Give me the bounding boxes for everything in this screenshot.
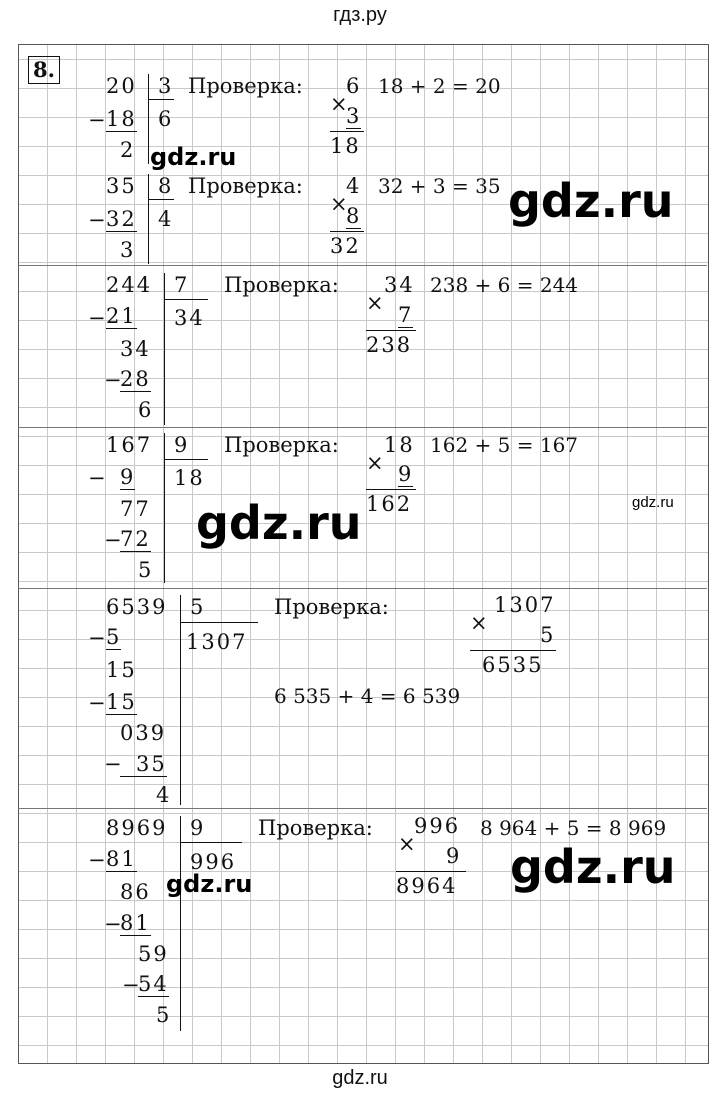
- minus-sign: −: [88, 108, 106, 132]
- times-sign: ×: [398, 832, 416, 856]
- mult-result: 6535: [482, 653, 544, 677]
- mult-line: [396, 871, 466, 872]
- divisor-line: [180, 842, 242, 843]
- check-equation: 162 + 5 = 167: [430, 433, 579, 457]
- check-label: Проверка:: [224, 433, 339, 457]
- section-divider: [18, 588, 707, 589]
- subtrahend: 15: [106, 690, 137, 714]
- minus-sign: −: [104, 528, 122, 552]
- mult-top: 18: [384, 433, 415, 457]
- times-sign: ×: [330, 92, 348, 116]
- divisor-line: [180, 622, 258, 623]
- quotient: 18: [174, 466, 205, 490]
- watermark: gdz.ru: [196, 496, 362, 550]
- mult-line: [330, 231, 364, 232]
- mult-top: 6: [346, 74, 362, 98]
- mult-top: 4: [346, 174, 362, 198]
- mult-result: 32: [330, 234, 361, 258]
- quotient: 4: [158, 207, 174, 231]
- times-sign: ×: [366, 291, 384, 315]
- times-sign: ×: [470, 611, 488, 635]
- watermark: gdz.ru: [150, 143, 237, 171]
- division-bar: [180, 595, 181, 805]
- partial-dividend: 59: [138, 942, 169, 966]
- partial-dividend: 15: [106, 658, 137, 682]
- partial-dividend: 34: [120, 337, 151, 361]
- minus-sign: −: [88, 691, 106, 715]
- minus-sign: −: [88, 466, 106, 490]
- divisor: 5: [190, 595, 206, 619]
- mult-result: 18: [330, 134, 361, 158]
- mult-line: [330, 131, 364, 132]
- partial-dividend: 77: [120, 497, 151, 521]
- dividend: 167: [106, 433, 153, 457]
- divisor-line: [148, 99, 174, 100]
- minus-sign: −: [104, 368, 122, 392]
- subtrahend: 28: [120, 367, 151, 391]
- dividend: 6539: [106, 595, 168, 619]
- check-equation: 238 + 6 = 244: [430, 273, 579, 297]
- subtrahend: 18: [106, 107, 137, 131]
- check-equation: 32 + 3 = 35: [378, 174, 501, 198]
- section-divider: [18, 265, 707, 266]
- subtrahend: 81: [120, 911, 151, 935]
- mult-line: [366, 489, 416, 490]
- divisor: 9: [174, 433, 190, 457]
- divisor: 3: [158, 74, 174, 98]
- division-bar: [164, 433, 165, 583]
- remainder: 2: [120, 138, 136, 162]
- divisor: 9: [190, 816, 206, 840]
- division-bar: [180, 816, 181, 1031]
- mult-bottom: 3: [346, 104, 362, 128]
- mult-line: [366, 330, 416, 331]
- divisor-line: [148, 199, 174, 200]
- divisor: 7: [174, 273, 190, 297]
- division-bar: [164, 273, 165, 425]
- remainder: 4: [156, 783, 172, 807]
- mult-bottom: 9: [446, 844, 462, 868]
- check-label: Проверка:: [188, 74, 303, 98]
- minus-sign: −: [122, 973, 140, 997]
- watermark: gdz.ru: [508, 174, 674, 228]
- check-equation: 8 964 + 5 = 8 969: [480, 816, 667, 840]
- watermark: gdz.ru: [510, 840, 676, 894]
- mult-line: [470, 650, 556, 651]
- subtrahend: 9: [120, 465, 136, 489]
- mult-result: 8964: [396, 874, 458, 898]
- mult-top: 34: [384, 273, 415, 297]
- subtrahend: 5: [106, 625, 122, 649]
- watermark: gdz.ru: [166, 870, 253, 898]
- divisor-line: [164, 299, 208, 300]
- subtrahend: 35: [120, 752, 167, 777]
- dividend: 8969: [106, 816, 168, 840]
- site-header: гдз.ру: [333, 4, 387, 26]
- quotient: 6: [158, 107, 174, 131]
- mult-bottom: 8: [346, 204, 362, 228]
- task-number: 8.: [28, 56, 60, 84]
- check-label: Проверка:: [258, 816, 373, 840]
- check-label: Проверка:: [274, 595, 389, 619]
- partial-dividend: 039: [120, 721, 167, 745]
- check-equation: 6 535 + 4 = 6 539: [274, 684, 461, 708]
- remainder: 6: [138, 398, 154, 422]
- mult-bottom: 9: [398, 462, 414, 486]
- subtrahend: 54: [138, 972, 169, 996]
- dividend: 244: [106, 273, 153, 297]
- subtrahend: 81: [106, 847, 137, 871]
- quotient: 1307: [186, 630, 248, 654]
- division-bar: [148, 74, 149, 164]
- minus-sign: −: [88, 626, 106, 650]
- subtrahend: 32: [106, 207, 137, 231]
- minus-sign: −: [104, 752, 122, 776]
- minus-sign: −: [88, 306, 106, 330]
- mult-result: 162: [366, 492, 413, 516]
- remainder: 3: [120, 238, 136, 262]
- minus-sign: −: [88, 848, 106, 872]
- divisor: 8: [158, 174, 174, 198]
- subtrahend: 21: [106, 304, 137, 328]
- check-label: Проверка:: [188, 174, 303, 198]
- watermark: gdz.ru: [632, 494, 674, 511]
- division-bar: [148, 174, 149, 264]
- mult-top: 1307: [494, 593, 556, 617]
- site-footer: gdz.ru: [332, 1067, 388, 1089]
- quotient: 996: [190, 850, 237, 874]
- mult-bottom: 7: [398, 303, 414, 327]
- check-label: Проверка:: [224, 273, 339, 297]
- remainder: 5: [138, 558, 154, 582]
- partial-dividend: 86: [120, 880, 151, 904]
- mult-bottom: 5: [540, 623, 556, 647]
- mult-result: 238: [366, 333, 413, 357]
- dividend: 35: [106, 174, 137, 198]
- minus-sign: −: [104, 912, 122, 936]
- section-divider: [18, 808, 707, 809]
- times-sign: ×: [330, 192, 348, 216]
- minus-sign: −: [88, 208, 106, 232]
- check-equation: 18 + 2 = 20: [378, 74, 501, 98]
- subtrahend: 72: [120, 527, 151, 551]
- mult-top: 996: [414, 814, 461, 838]
- times-sign: ×: [366, 451, 384, 475]
- section-divider: [18, 427, 707, 428]
- dividend: 20: [106, 74, 137, 98]
- divisor-line: [164, 459, 208, 460]
- remainder: 5: [156, 1003, 172, 1027]
- quotient: 34: [174, 306, 205, 330]
